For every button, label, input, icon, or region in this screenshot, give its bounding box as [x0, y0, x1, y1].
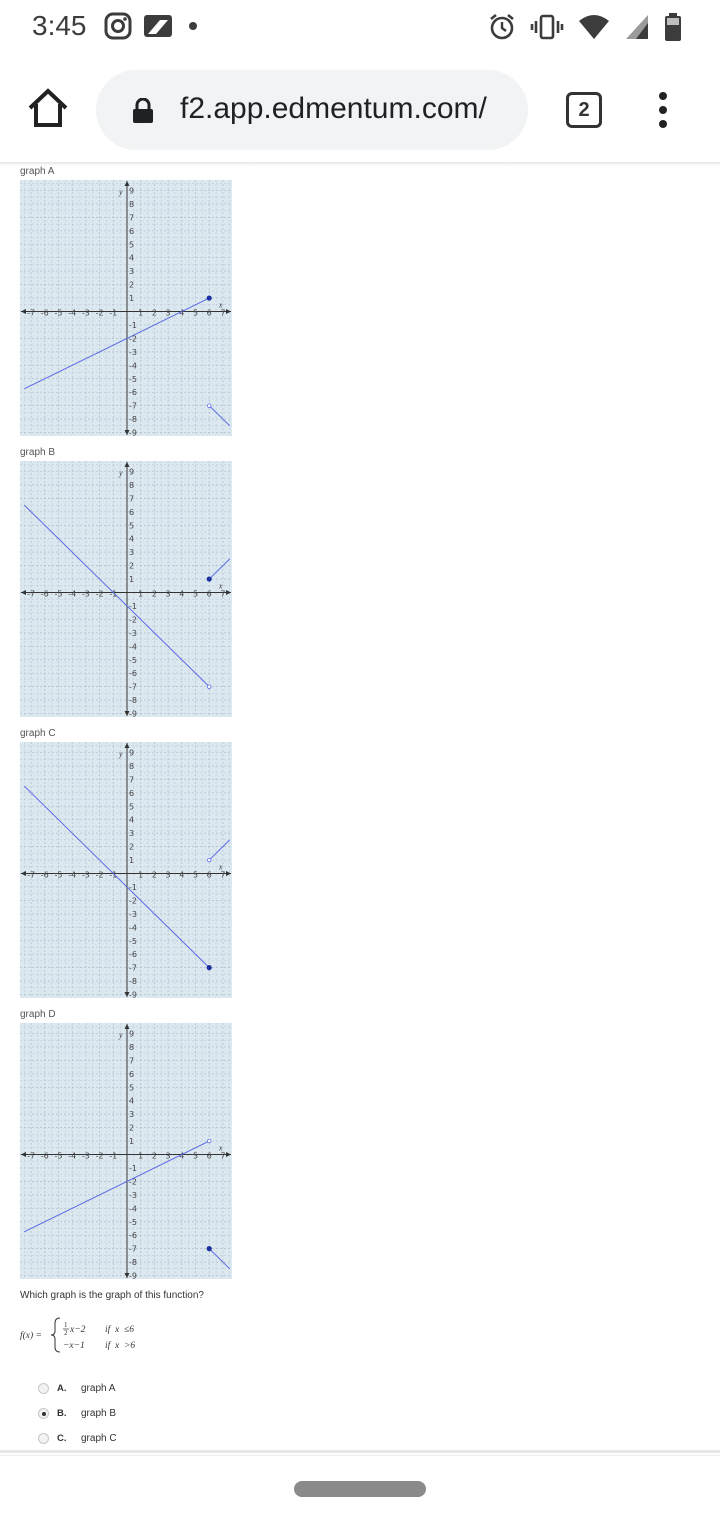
y-tick-label: -4: [129, 361, 137, 371]
y-tick-label: 9: [129, 186, 135, 196]
choice-letter: A.: [57, 1383, 67, 1394]
y-tick-label: 7: [129, 775, 135, 785]
y-tick-label: 8: [129, 761, 135, 771]
x-axis-label: x: [218, 1143, 223, 1153]
y-tick-label: 1: [129, 294, 135, 304]
y-axis-label: y: [119, 1030, 123, 1040]
x-tick-label: -2: [95, 589, 104, 599]
function-lhs: f(x) =: [20, 1331, 42, 1341]
y-tick-label: -1: [129, 882, 137, 892]
x-tick-label: 1: [138, 1151, 144, 1161]
x-tick-label: 6: [206, 870, 212, 880]
x-tick-label: -5: [54, 1151, 63, 1161]
y-tick-label: 2: [129, 842, 135, 852]
y-tick-label: 4: [129, 1096, 135, 1106]
battery-icon: [664, 12, 682, 42]
y-tick-label: 1: [129, 1137, 135, 1147]
y-tick-label: -4: [129, 923, 137, 933]
y-tick-label: 8: [129, 480, 135, 490]
y-tick-label: 5: [129, 240, 135, 250]
open-endpoint: [207, 685, 211, 689]
open-endpoint: [207, 404, 211, 408]
x-tick-label: 2: [151, 308, 157, 318]
notification-dot-icon: [184, 12, 202, 40]
x-axis-label: x: [218, 300, 223, 310]
x-tick-label: 6: [206, 308, 212, 318]
x-tick-label: 7: [220, 589, 226, 599]
closed-endpoint: [207, 965, 211, 969]
notification-image-icon: [142, 12, 174, 40]
graph-d-chart: [20, 1023, 232, 1279]
x-tick-label: 3: [165, 1151, 171, 1161]
x-tick-label: -5: [54, 589, 63, 599]
piecewise-function: [20, 1315, 180, 1355]
y-tick-label: 9: [129, 748, 135, 758]
graph-label: graph D: [20, 1009, 56, 1020]
y-tick-label: -6: [129, 388, 137, 398]
x-tick-label: -7: [27, 589, 36, 599]
y-tick-label: -6: [129, 669, 137, 679]
y-axis-label: y: [119, 749, 123, 759]
url-text: f2.app.edmentum.com/: [180, 92, 487, 125]
y-tick-label: 5: [129, 802, 135, 812]
y-tick-label: -8: [129, 415, 137, 425]
graph-label: graph C: [20, 728, 56, 739]
instagram-icon: [104, 12, 132, 40]
radio-button[interactable]: [38, 1383, 49, 1394]
graph-c: [20, 728, 232, 998]
piece2-expression: −x−1: [63, 1341, 85, 1351]
graph-b: [20, 447, 232, 717]
y-tick-label: 3: [129, 267, 135, 277]
y-tick-label: -7: [129, 682, 137, 692]
y-tick-label: -7: [129, 963, 137, 973]
graph-d: [20, 1009, 232, 1279]
y-tick-label: -2: [129, 615, 137, 625]
home-icon[interactable]: [26, 86, 70, 130]
graph-label: graph A: [20, 166, 55, 177]
x-tick-label: -7: [27, 1151, 36, 1161]
x-tick-label: 3: [165, 589, 171, 599]
x-tick-label: 4: [179, 1151, 185, 1161]
y-tick-label: -6: [129, 1231, 137, 1241]
closed-endpoint: [207, 1246, 211, 1250]
y-tick-label: -9: [129, 428, 137, 436]
y-tick-label: -5: [129, 936, 137, 946]
x-axis-label: x: [218, 581, 223, 591]
y-tick-label: -9: [129, 1271, 137, 1279]
x-tick-label: -7: [27, 308, 36, 318]
signal-icon: [624, 13, 650, 41]
y-tick-label: -7: [129, 1244, 137, 1254]
y-tick-label: 2: [129, 561, 135, 571]
x-tick-label: 1: [138, 589, 144, 599]
x-tick-label: -1: [109, 308, 118, 318]
y-tick-label: 3: [129, 548, 135, 558]
graph-b-chart: [20, 461, 232, 717]
x-tick-label: -4: [68, 308, 77, 318]
x-tick-label: -2: [95, 870, 104, 880]
y-tick-label: -1: [129, 601, 137, 611]
graph-a-chart: [20, 180, 232, 436]
x-tick-label: 5: [192, 308, 199, 318]
y-tick-label: 9: [129, 1029, 135, 1039]
x-tick-label: -7: [27, 870, 36, 880]
x-tick-label: 2: [151, 1151, 157, 1161]
y-tick-label: -3: [129, 1190, 137, 1200]
y-tick-label: 1: [129, 575, 135, 585]
x-tick-label: 5: [192, 589, 199, 599]
y-tick-label: 6: [129, 507, 135, 517]
y-tick-label: -2: [129, 1177, 137, 1187]
x-tick-label: 4: [179, 589, 185, 599]
x-tick-label: -1: [109, 589, 118, 599]
x-tick-label: 2: [151, 870, 157, 880]
y-tick-label: -8: [129, 977, 137, 987]
x-tick-label: -4: [68, 1151, 77, 1161]
more-options-icon[interactable]: [656, 90, 670, 130]
fraction-denominator: 2: [64, 1329, 68, 1337]
y-tick-label: 2: [129, 280, 135, 290]
x-tick-label: 3: [165, 308, 171, 318]
vibrate-icon: [530, 13, 564, 41]
choice-b[interactable]: [38, 1401, 117, 1426]
x-tick-label: -1: [109, 870, 118, 880]
y-tick-label: 6: [129, 226, 135, 236]
alarm-icon: [488, 13, 516, 41]
y-tick-label: 9: [129, 467, 135, 477]
open-endpoint: [207, 858, 211, 862]
y-tick-label: -3: [129, 628, 137, 638]
y-tick-label: -8: [129, 696, 137, 706]
y-tick-label: -2: [129, 896, 137, 906]
choice-letter: C.: [57, 1433, 67, 1444]
y-tick-label: -7: [129, 401, 137, 411]
x-tick-label: -3: [81, 589, 90, 599]
y-tick-label: -8: [129, 1258, 137, 1268]
x-tick-label: 7: [220, 308, 226, 318]
graph-label: graph B: [20, 447, 56, 458]
y-tick-label: 8: [129, 199, 135, 209]
x-tick-label: -6: [40, 589, 49, 599]
x-tick-label: 5: [192, 1151, 199, 1161]
y-tick-label: -1: [129, 320, 137, 330]
y-tick-label: -1: [129, 1163, 137, 1173]
open-endpoint: [207, 1139, 211, 1143]
answer-choices: [38, 1376, 117, 1451]
choice-label: graph C: [81, 1433, 117, 1444]
closed-endpoint: [207, 577, 211, 581]
x-tick-label: 3: [165, 870, 171, 880]
y-tick-label: -5: [129, 374, 137, 384]
status-time: 3:45: [32, 10, 87, 41]
x-tick-label: -6: [40, 870, 49, 880]
x-tick-label: 6: [206, 589, 212, 599]
x-tick-label: 7: [220, 1151, 226, 1161]
gesture-nav-handle[interactable]: [294, 1481, 426, 1497]
piece1-condition: if x ≤6: [105, 1325, 134, 1335]
question-text: Which graph is the graph of this function?: [20, 1290, 204, 1301]
x-tick-label: 4: [179, 308, 185, 318]
y-tick-label: 5: [129, 1083, 135, 1093]
y-tick-label: 6: [129, 1069, 135, 1079]
x-tick-label: 4: [179, 870, 185, 880]
graph-c-chart: [20, 742, 232, 998]
x-tick-label: -4: [68, 589, 77, 599]
url-bar[interactable]: [96, 70, 528, 150]
choice-label: graph A: [81, 1383, 116, 1394]
tab-switcher-button[interactable]: 2: [566, 92, 602, 128]
x-tick-label: 7: [220, 870, 226, 880]
y-tick-label: 7: [129, 213, 135, 223]
y-tick-label: -3: [129, 909, 137, 919]
x-tick-label: -5: [54, 870, 63, 880]
x-tick-label: -6: [40, 1151, 49, 1161]
x-tick-label: 6: [206, 1151, 212, 1161]
x-tick-label: -2: [95, 1151, 104, 1161]
y-tick-label: -9: [129, 709, 137, 717]
y-tick-label: -4: [129, 1204, 137, 1214]
y-tick-label: 5: [129, 521, 135, 531]
x-tick-label: -3: [81, 870, 90, 880]
choice-a[interactable]: [38, 1376, 117, 1401]
x-tick-label: -5: [54, 308, 63, 318]
x-tick-label: -4: [68, 870, 77, 880]
y-tick-label: -5: [129, 655, 137, 665]
y-axis-label: y: [119, 187, 123, 197]
choice-label: graph B: [81, 1408, 117, 1419]
wifi-icon: [578, 13, 610, 41]
lock-icon: [132, 98, 154, 124]
x-tick-label: 1: [138, 308, 144, 318]
y-tick-label: -4: [129, 642, 137, 652]
y-tick-label: 7: [129, 1056, 135, 1066]
fraction-numerator: 1: [64, 1321, 68, 1329]
y-tick-label: -2: [129, 334, 137, 344]
browser-toolbar: [0, 62, 720, 158]
x-tick-label: 2: [151, 589, 157, 599]
y-tick-label: 2: [129, 1123, 135, 1133]
y-tick-label: 8: [129, 1042, 135, 1052]
y-tick-label: 6: [129, 788, 135, 798]
y-tick-label: 7: [129, 494, 135, 504]
y-tick-label: 1: [129, 856, 135, 866]
y-tick-label: 3: [129, 829, 135, 839]
choice-c[interactable]: [38, 1426, 117, 1451]
x-tick-label: -3: [81, 1151, 90, 1161]
x-axis-label: x: [218, 862, 223, 872]
y-tick-label: 3: [129, 1110, 135, 1120]
y-tick-label: -6: [129, 950, 137, 960]
x-tick-label: 5: [192, 870, 199, 880]
y-tick-label: -3: [129, 347, 137, 357]
closed-endpoint: [207, 296, 211, 300]
y-axis-label: y: [119, 468, 123, 478]
x-tick-label: -3: [81, 308, 90, 318]
x-tick-label: -1: [109, 1151, 118, 1161]
y-tick-label: -5: [129, 1217, 137, 1227]
y-tick-label: 4: [129, 815, 135, 825]
x-tick-label: -6: [40, 308, 49, 318]
piece1-expression: x−2: [70, 1325, 86, 1335]
y-tick-label: 4: [129, 534, 135, 544]
choice-letter: B.: [57, 1408, 67, 1419]
status-bar: [0, 0, 720, 54]
graph-a: [20, 166, 232, 436]
radio-button[interactable]: [38, 1433, 49, 1444]
y-tick-label: 4: [129, 253, 135, 263]
x-tick-label: -2: [95, 308, 104, 318]
y-tick-label: -9: [129, 990, 137, 998]
piece2-condition: if x >6: [105, 1341, 136, 1351]
radio-button-selected[interactable]: [38, 1408, 49, 1419]
x-tick-label: 1: [138, 870, 144, 880]
